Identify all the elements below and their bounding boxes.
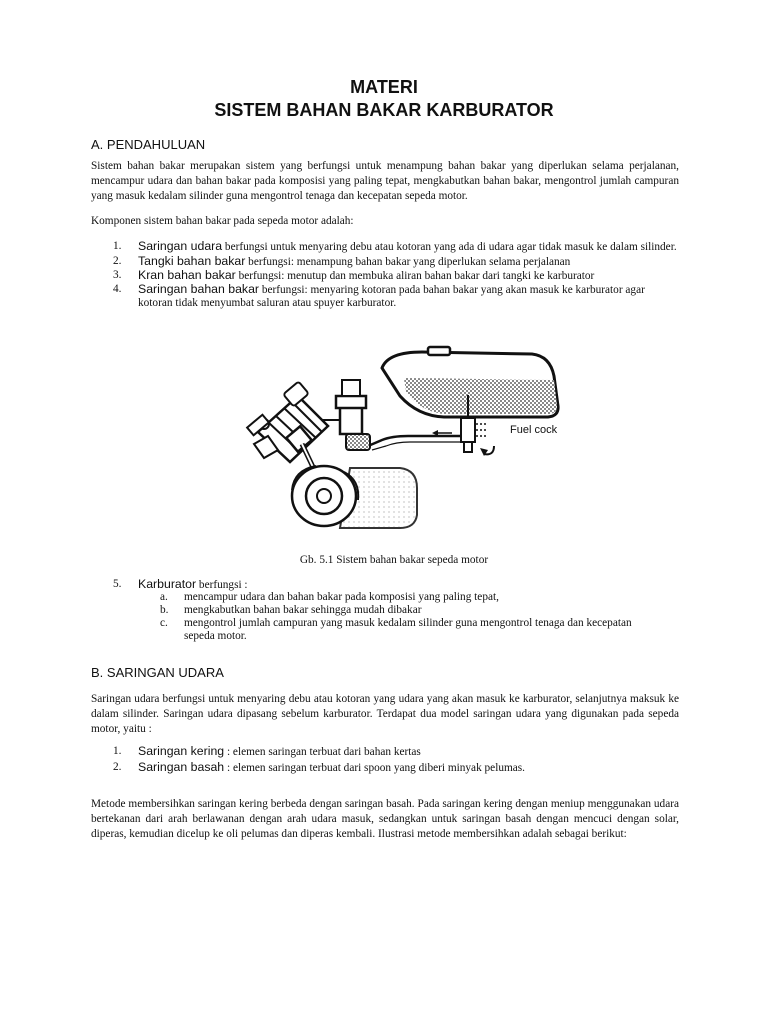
filter-type-number: 2. bbox=[113, 761, 122, 773]
component-desc: berfungsi : bbox=[196, 579, 248, 591]
component-term: Saringan bahan bakar bbox=[138, 282, 260, 296]
fuel-system-diagram bbox=[232, 340, 566, 530]
crankcase bbox=[292, 466, 358, 526]
component-item bbox=[91, 269, 681, 283]
function-text: mengkabutkan bahan bakar sehingga mudah dibakar bbox=[184, 604, 422, 616]
component-number: 1. bbox=[113, 240, 122, 252]
components-list bbox=[91, 240, 681, 310]
component-desc: berfungsi: menampung bahan bakar yang diperlukan selama perjalanan bbox=[245, 256, 571, 268]
carburetor-functions-list bbox=[91, 591, 681, 643]
component-desc: berfungsi: menutup dan membuka aliran bahan bakar dari tangki ke karburator bbox=[235, 270, 595, 282]
component-desc: berfungsi: menyaring kotoran pada bahan bakar yang akan masuk ke karburator agar kotoran tidak menyumbat saluran atau spuyer karburator. bbox=[138, 284, 645, 309]
tank-cap bbox=[428, 347, 450, 355]
component-number: 3. bbox=[113, 269, 122, 281]
cleaning-method-paragraph: Metode membersihkan saringan kering berbeda dengan saringan basah. Pada saringan kering dengan meniup menggunakan udara bertekanan dari arah berlawanan dengan arah udara masuk, sedangkan untuk saringan basah dengan mencuci dengan solar, diperas, kemudian dicelup ke oli pelumas dan diperas kembali. Ilustrasi metode membersihkan adalah sebagai berikut: bbox=[91, 798, 679, 840]
filter-type-term: Saringan basah bbox=[138, 760, 225, 774]
filter-type-item bbox=[91, 745, 681, 759]
section-b-heading: B. SARINGAN UDARA bbox=[91, 665, 224, 680]
document-subtitle: SISTEM BAHAN BAKAR KARBURATOR bbox=[214, 100, 554, 120]
fuel-cock-label: Fuel cock bbox=[510, 424, 558, 436]
document-title: MATERI bbox=[350, 77, 418, 97]
component-item bbox=[91, 240, 681, 254]
component-desc: berfungsi untuk menyaring debu atau kotoran yang ada di udara agar tidak masuk ke dalam silinder. bbox=[222, 241, 677, 253]
function-item bbox=[91, 604, 681, 617]
filter-type-number: 1. bbox=[113, 745, 122, 757]
fuel-system-figure bbox=[232, 340, 566, 530]
component-term: Karburator bbox=[138, 577, 197, 591]
function-item bbox=[91, 591, 681, 604]
fuel-cock bbox=[461, 418, 558, 456]
air-filter-types-list bbox=[91, 745, 681, 775]
filter-type-term: Saringan kering bbox=[138, 744, 225, 758]
component-number: 5. bbox=[113, 578, 122, 590]
filter-type-desc: : elemen saringan terbuat dari spoon yang diberi minyak pelumas. bbox=[224, 762, 526, 774]
function-letter: a. bbox=[160, 591, 168, 603]
section-b-intro: Saringan udara berfungsi untuk menyaring debu atau kotoran yang udara yang akan masuk ke karburator, selanjutnya maksuk ke dalam silinder. Saringan udara dipasang sebelum karburator. Terdapat dua model saringan udara yang digunakan pada sepeda motor, yaitu : bbox=[91, 693, 679, 735]
filter-type-item bbox=[91, 761, 681, 775]
section-a-intro: Sistem bahan bakar merupakan sistem yang berfungsi untuk menampung bahan bakar yang diperlukan selama perjalanan, mencampur udara dan bahan bakar pada komposisi yang paling tepat, mengkabutkan bahan bakar, mengontrol jumlah campuran yang masuk kedalam silinder guna mengontrol tenaga dan kecepatan sepeda motor. bbox=[91, 160, 679, 202]
carburetor-item-list bbox=[91, 578, 681, 592]
fuel-line bbox=[368, 436, 461, 446]
component-number: 4. bbox=[113, 283, 122, 295]
figure-caption: Gb. 5.1 Sistem bahan bakar sepeda motor bbox=[299, 554, 489, 566]
component-term: Tangki bahan bakar bbox=[138, 254, 246, 268]
section-a-heading: A. PENDAHULUAN bbox=[91, 137, 206, 152]
component-item bbox=[91, 578, 681, 592]
function-item bbox=[91, 617, 654, 643]
function-text: mencampur udara dan bahan bakar pada komposisi yang paling tepat, bbox=[184, 591, 499, 603]
function-letter: c. bbox=[160, 617, 168, 629]
function-text: mengontrol jumlah campuran yang masuk kedalam silinder guna mengontrol tenaga dan kecepatan sepeda motor. bbox=[184, 617, 632, 642]
component-number: 2. bbox=[113, 255, 122, 267]
component-term: Saringan udara bbox=[138, 239, 223, 253]
component-term: Kran bahan bakar bbox=[138, 268, 236, 282]
function-letter: b. bbox=[160, 604, 169, 616]
filter-type-desc: : elemen saringan terbuat dari bahan kertas bbox=[224, 746, 421, 758]
fuel-tank bbox=[382, 347, 558, 418]
components-intro: Komponen sistem bahan bakar pada sepeda motor adalah: bbox=[91, 215, 354, 227]
component-item bbox=[91, 283, 681, 310]
component-item bbox=[91, 255, 681, 269]
carburetor bbox=[318, 380, 370, 450]
